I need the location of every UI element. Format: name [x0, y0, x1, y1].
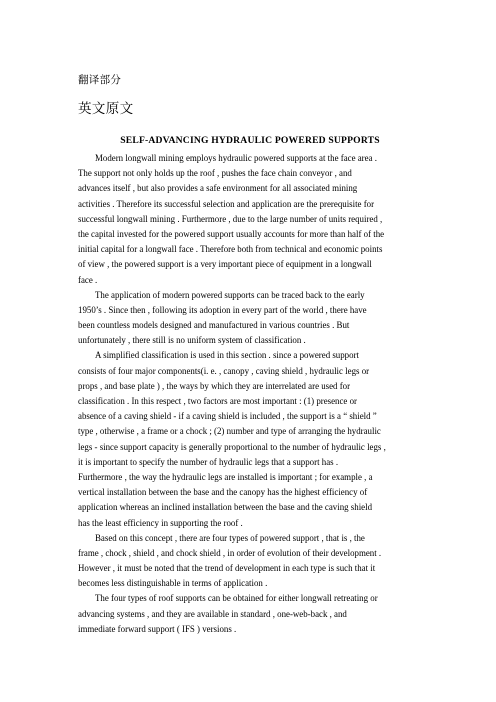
text-line: has the least efficiency in supporting the roof . — [78, 517, 243, 528]
text-line: the capital invested for the powered support usually accounts for more than half of the — [78, 228, 385, 239]
text-line: of view , the powered support is a very important piece of equipment in a longwall — [78, 259, 372, 270]
text-line: However , it must be noted that the trend of development in each type is such that it — [78, 563, 376, 574]
text-line: classification . In this respect , two factors are most important : (1) presence or — [78, 396, 357, 406]
text-line: application whereas an inclined installation between the base and the caving shield — [78, 502, 373, 513]
text-line: The support not only holds up the roof , pushes the face chain conveyor , and — [78, 168, 352, 179]
paragraph-first-line: Modern longwall mining employs hydraulic powered supports at the face area . — [95, 153, 377, 163]
article-body — [78, 151, 424, 637]
text-line: been countless models designed and manufactured in various countries . But — [78, 320, 350, 331]
text-line: immediate forward support ( IFS ) versions . — [78, 623, 237, 634]
text-line: becomes less distinguishable in terms of application . — [78, 578, 268, 589]
paragraph-first-line: A simplified classification is used in this section . since a powered support — [95, 350, 359, 361]
text-line: successful longwall mining . Furthermore , due to the large number of units required , — [78, 213, 383, 224]
text-line: Furthermore , the way the hydraulic legs are installed is important ; for example , a — [78, 471, 373, 482]
paragraph-first-line: The application of modern powered supports can be traced back to the early — [95, 289, 365, 300]
article-title: SELF-ADVANCING HYDRAULIC POWERED SUPPORTS — [120, 135, 380, 146]
text-line: advances itself , but also provides a safe environment for all associated mining — [78, 183, 358, 194]
text-line: advancing systems , and they are available in standard , one-web-back , and — [78, 608, 347, 619]
text-line: activities . Therefore its successful selection and application are the prerequisite for — [78, 198, 375, 209]
text-line: it is important to specify the number of hydraulic legs that a support has . — [78, 456, 339, 467]
text-line: face . — [78, 274, 98, 285]
section-label: 翻译部分 — [78, 74, 122, 86]
text-line: legs - since support capacity is generally proportional to the number of hydraulic legs , — [78, 441, 386, 452]
paragraph-first-line: The four types of roof supports can be obtained for either longwall retreating or — [95, 593, 378, 604]
text-line: props , and base plate ) , the ways by which they are interrelated are used for — [78, 380, 351, 391]
text-line: absence of a caving shield - if a caving shield is included , the support is a “ shield ” — [78, 411, 377, 422]
text-line: vertical installation between the base and the canopy has the highest efficiency of — [78, 487, 368, 498]
text-line: unfortunately , there still is no uniform system of classification . — [78, 335, 306, 346]
paragraph-first-line: Based on this concept , there are four types of powered support , that is , the — [95, 532, 365, 543]
text-line: type , otherwise , a frame or a chock ; (2) number and type of arranging the hydraulic — [78, 426, 381, 437]
text-line: initial capital for a longwall face . Therefore both from technical and economic points — [78, 244, 383, 255]
sub-heading: 英文原文 — [78, 101, 134, 117]
text-line: consists of four major components(i. e. , canopy , caving shield , hydraulic legs or — [78, 365, 370, 376]
text-line: 1950’s . Since then , following its adoption in every part of the world , there have — [78, 304, 367, 315]
text-line: frame , chock , shield , and chock shield , in order of evolution of their development . — [78, 547, 382, 558]
